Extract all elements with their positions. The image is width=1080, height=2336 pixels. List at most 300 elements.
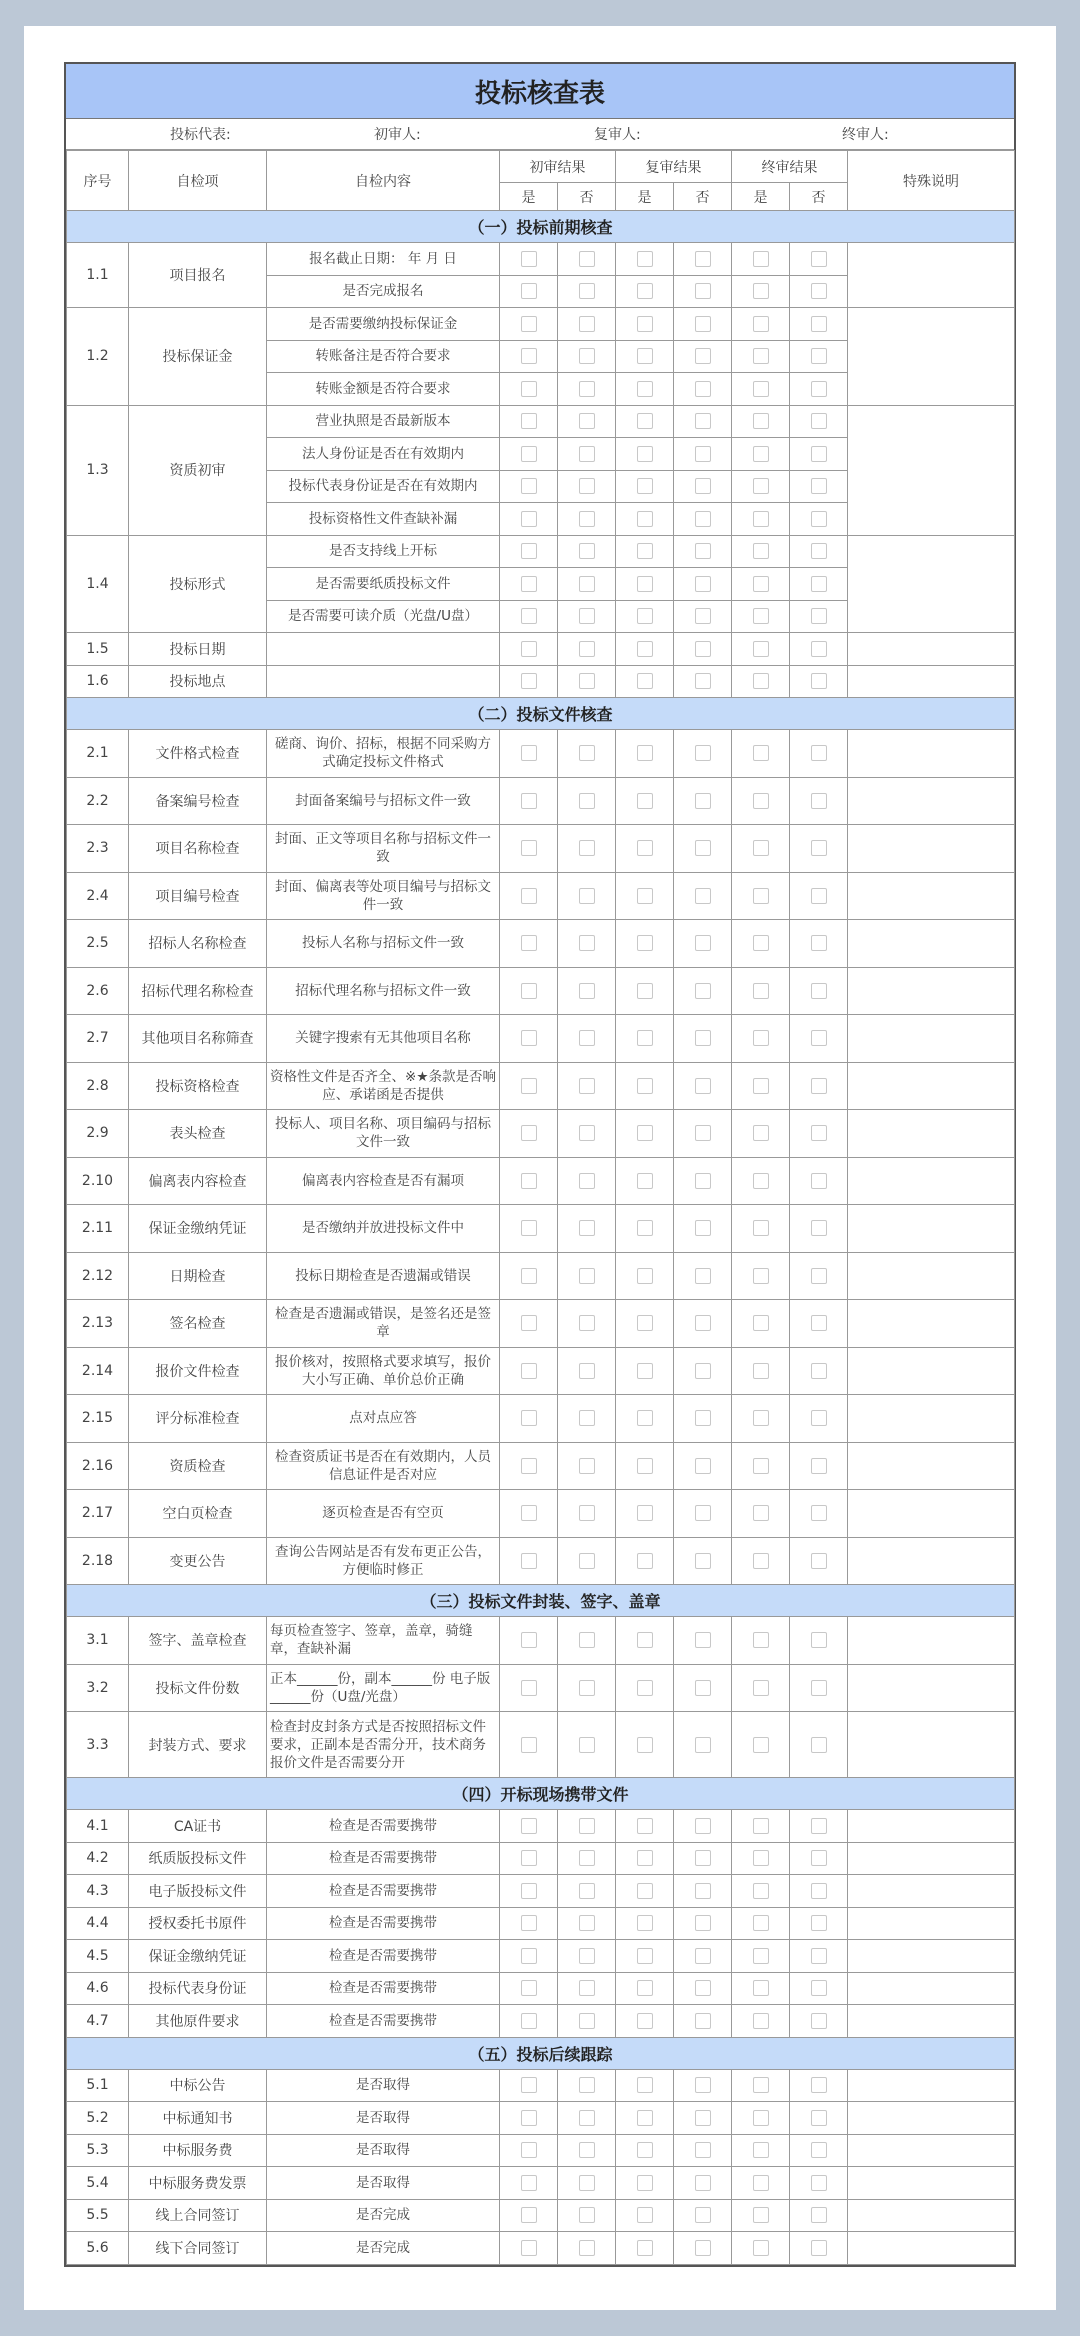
final-no-checkbox[interactable]: [811, 1410, 827, 1426]
second-yes-checkbox[interactable]: [637, 2207, 653, 2223]
second-yes-checkbox[interactable]: [637, 888, 653, 904]
special-note-cell[interactable]: [848, 1712, 1015, 1778]
second-yes-checkbox[interactable]: [637, 1553, 653, 1569]
second-yes-checkbox[interactable]: [637, 793, 653, 809]
first-yes-checkbox[interactable]: [521, 935, 537, 951]
final-yes-checkbox[interactable]: [753, 608, 769, 624]
first-no-checkbox[interactable]: [579, 2207, 595, 2223]
final-yes-checkbox[interactable]: [753, 1220, 769, 1236]
special-note-cell[interactable]: [848, 2102, 1015, 2135]
second-no-checkbox[interactable]: [695, 478, 711, 494]
second-no-checkbox[interactable]: [695, 1680, 711, 1696]
final-no-checkbox[interactable]: [811, 1315, 827, 1331]
special-note-cell[interactable]: [848, 1015, 1015, 1063]
second-yes-checkbox[interactable]: [637, 413, 653, 429]
second-no-checkbox[interactable]: [695, 888, 711, 904]
first-no-checkbox[interactable]: [579, 793, 595, 809]
final-yes-checkbox[interactable]: [753, 1980, 769, 1996]
first-yes-checkbox[interactable]: [521, 2175, 537, 2191]
second-no-checkbox[interactable]: [695, 2175, 711, 2191]
special-note-cell[interactable]: [848, 1347, 1015, 1395]
first-no-checkbox[interactable]: [579, 1458, 595, 1474]
special-note-cell[interactable]: [848, 633, 1015, 666]
final-no-checkbox[interactable]: [811, 1980, 827, 1996]
final-yes-checkbox[interactable]: [753, 316, 769, 332]
second-no-checkbox[interactable]: [695, 2013, 711, 2029]
final-no-checkbox[interactable]: [811, 1125, 827, 1141]
first-no-checkbox[interactable]: [579, 840, 595, 856]
second-yes-checkbox[interactable]: [637, 2013, 653, 2029]
first-no-checkbox[interactable]: [579, 1125, 595, 1141]
first-no-checkbox[interactable]: [579, 983, 595, 999]
special-note-cell[interactable]: [848, 1972, 1015, 2005]
special-note-cell[interactable]: [848, 1875, 1015, 1908]
second-yes-checkbox[interactable]: [637, 576, 653, 592]
first-yes-checkbox[interactable]: [521, 745, 537, 761]
second-yes-checkbox[interactable]: [637, 1818, 653, 1834]
second-yes-checkbox[interactable]: [637, 543, 653, 559]
second-no-checkbox[interactable]: [695, 2207, 711, 2223]
final-yes-checkbox[interactable]: [753, 1680, 769, 1696]
second-yes-checkbox[interactable]: [637, 1030, 653, 1046]
final-yes-checkbox[interactable]: [753, 413, 769, 429]
special-note-cell[interactable]: [848, 1157, 1015, 1205]
special-note-cell[interactable]: [848, 1537, 1015, 1585]
first-no-checkbox[interactable]: [579, 381, 595, 397]
final-yes-checkbox[interactable]: [753, 2110, 769, 2126]
second-yes-checkbox[interactable]: [637, 511, 653, 527]
second-no-checkbox[interactable]: [695, 793, 711, 809]
second-no-checkbox[interactable]: [695, 1818, 711, 1834]
first-yes-checkbox[interactable]: [521, 576, 537, 592]
second-yes-checkbox[interactable]: [637, 1737, 653, 1753]
final-no-checkbox[interactable]: [811, 1737, 827, 1753]
final-no-checkbox[interactable]: [811, 511, 827, 527]
final-no-checkbox[interactable]: [811, 1632, 827, 1648]
final-no-checkbox[interactable]: [811, 2013, 827, 2029]
second-yes-checkbox[interactable]: [637, 840, 653, 856]
first-yes-checkbox[interactable]: [521, 1220, 537, 1236]
second-yes-checkbox[interactable]: [637, 348, 653, 364]
final-no-checkbox[interactable]: [811, 283, 827, 299]
first-no-checkbox[interactable]: [579, 2077, 595, 2093]
second-no-checkbox[interactable]: [695, 1125, 711, 1141]
final-no-checkbox[interactable]: [811, 1458, 827, 1474]
second-yes-checkbox[interactable]: [637, 1268, 653, 1284]
first-yes-checkbox[interactable]: [521, 983, 537, 999]
second-no-checkbox[interactable]: [695, 1363, 711, 1379]
first-yes-checkbox[interactable]: [521, 413, 537, 429]
second-yes-checkbox[interactable]: [637, 983, 653, 999]
final-no-checkbox[interactable]: [811, 1850, 827, 1866]
final-no-checkbox[interactable]: [811, 1680, 827, 1696]
second-yes-checkbox[interactable]: [637, 1078, 653, 1094]
second-no-checkbox[interactable]: [695, 1553, 711, 1569]
final-no-checkbox[interactable]: [811, 1363, 827, 1379]
second-no-checkbox[interactable]: [695, 1883, 711, 1899]
first-no-checkbox[interactable]: [579, 1737, 595, 1753]
first-yes-checkbox[interactable]: [521, 2110, 537, 2126]
first-no-checkbox[interactable]: [579, 1078, 595, 1094]
second-no-checkbox[interactable]: [695, 1737, 711, 1753]
first-yes-checkbox[interactable]: [521, 478, 537, 494]
final-no-checkbox[interactable]: [811, 2175, 827, 2191]
final-yes-checkbox[interactable]: [753, 1410, 769, 1426]
final-yes-checkbox[interactable]: [753, 2077, 769, 2093]
second-no-checkbox[interactable]: [695, 608, 711, 624]
second-yes-checkbox[interactable]: [637, 2240, 653, 2256]
final-yes-checkbox[interactable]: [753, 1553, 769, 1569]
special-note-cell[interactable]: [848, 2005, 1015, 2038]
first-no-checkbox[interactable]: [579, 1363, 595, 1379]
special-note-cell[interactable]: [848, 1252, 1015, 1300]
first-no-checkbox[interactable]: [579, 1818, 595, 1834]
final-no-checkbox[interactable]: [811, 793, 827, 809]
final-no-checkbox[interactable]: [811, 1030, 827, 1046]
second-yes-checkbox[interactable]: [637, 1505, 653, 1521]
second-no-checkbox[interactable]: [695, 381, 711, 397]
final-yes-checkbox[interactable]: [753, 641, 769, 657]
final-yes-checkbox[interactable]: [753, 840, 769, 856]
second-no-checkbox[interactable]: [695, 1268, 711, 1284]
first-no-checkbox[interactable]: [579, 1220, 595, 1236]
first-no-checkbox[interactable]: [579, 1173, 595, 1189]
second-yes-checkbox[interactable]: [637, 316, 653, 332]
first-yes-checkbox[interactable]: [521, 2207, 537, 2223]
first-no-checkbox[interactable]: [579, 251, 595, 267]
first-no-checkbox[interactable]: [579, 1948, 595, 1964]
special-note-cell[interactable]: [848, 1442, 1015, 1490]
final-no-checkbox[interactable]: [811, 1915, 827, 1931]
first-yes-checkbox[interactable]: [521, 1458, 537, 1474]
final-yes-checkbox[interactable]: [753, 1818, 769, 1834]
special-note-cell[interactable]: [848, 2134, 1015, 2167]
final-yes-checkbox[interactable]: [753, 1315, 769, 1331]
second-no-checkbox[interactable]: [695, 2240, 711, 2256]
first-yes-checkbox[interactable]: [521, 2142, 537, 2158]
final-no-checkbox[interactable]: [811, 2207, 827, 2223]
second-no-checkbox[interactable]: [695, 1410, 711, 1426]
first-yes-checkbox[interactable]: [521, 446, 537, 462]
second-yes-checkbox[interactable]: [637, 1220, 653, 1236]
final-no-checkbox[interactable]: [811, 641, 827, 657]
second-no-checkbox[interactable]: [695, 1980, 711, 1996]
first-yes-checkbox[interactable]: [521, 316, 537, 332]
first-yes-checkbox[interactable]: [521, 1315, 537, 1331]
first-no-checkbox[interactable]: [579, 283, 595, 299]
final-no-checkbox[interactable]: [811, 673, 827, 689]
special-note-cell[interactable]: [848, 1617, 1015, 1665]
second-no-checkbox[interactable]: [695, 1458, 711, 1474]
first-yes-checkbox[interactable]: [521, 1363, 537, 1379]
first-yes-checkbox[interactable]: [521, 1737, 537, 1753]
first-no-checkbox[interactable]: [579, 1915, 595, 1931]
first-no-checkbox[interactable]: [579, 1883, 595, 1899]
second-no-checkbox[interactable]: [695, 283, 711, 299]
first-yes-checkbox[interactable]: [521, 1883, 537, 1899]
final-yes-checkbox[interactable]: [753, 1850, 769, 1866]
first-no-checkbox[interactable]: [579, 316, 595, 332]
first-no-checkbox[interactable]: [579, 935, 595, 951]
first-no-checkbox[interactable]: [579, 745, 595, 761]
first-no-checkbox[interactable]: [579, 1315, 595, 1331]
special-note-cell[interactable]: [848, 967, 1015, 1015]
second-no-checkbox[interactable]: [695, 2142, 711, 2158]
second-no-checkbox[interactable]: [695, 1632, 711, 1648]
first-yes-checkbox[interactable]: [521, 1680, 537, 1696]
final-yes-checkbox[interactable]: [753, 2240, 769, 2256]
special-note-cell[interactable]: [848, 535, 1015, 633]
first-yes-checkbox[interactable]: [521, 673, 537, 689]
special-note-cell[interactable]: [848, 1907, 1015, 1940]
second-no-checkbox[interactable]: [695, 511, 711, 527]
first-no-checkbox[interactable]: [579, 888, 595, 904]
final-yes-checkbox[interactable]: [753, 446, 769, 462]
second-no-checkbox[interactable]: [695, 935, 711, 951]
special-note-cell[interactable]: [848, 1110, 1015, 1158]
final-no-checkbox[interactable]: [811, 251, 827, 267]
first-no-checkbox[interactable]: [579, 1410, 595, 1426]
special-note-cell[interactable]: [848, 308, 1015, 406]
first-no-checkbox[interactable]: [579, 608, 595, 624]
final-no-checkbox[interactable]: [811, 1948, 827, 1964]
first-no-checkbox[interactable]: [579, 1632, 595, 1648]
special-note-cell[interactable]: [848, 243, 1015, 308]
final-no-checkbox[interactable]: [811, 1173, 827, 1189]
first-yes-checkbox[interactable]: [521, 1078, 537, 1094]
final-no-checkbox[interactable]: [811, 446, 827, 462]
first-yes-checkbox[interactable]: [521, 608, 537, 624]
final-no-checkbox[interactable]: [811, 1883, 827, 1899]
special-note-cell[interactable]: [848, 872, 1015, 920]
final-no-checkbox[interactable]: [811, 2077, 827, 2093]
final-yes-checkbox[interactable]: [753, 2175, 769, 2191]
final-no-checkbox[interactable]: [811, 1553, 827, 1569]
special-note-cell[interactable]: [848, 2232, 1015, 2265]
second-yes-checkbox[interactable]: [637, 1363, 653, 1379]
first-no-checkbox[interactable]: [579, 641, 595, 657]
first-no-checkbox[interactable]: [579, 576, 595, 592]
final-yes-checkbox[interactable]: [753, 1737, 769, 1753]
final-yes-checkbox[interactable]: [753, 283, 769, 299]
second-yes-checkbox[interactable]: [637, 1410, 653, 1426]
first-no-checkbox[interactable]: [579, 1850, 595, 1866]
first-yes-checkbox[interactable]: [521, 1850, 537, 1866]
special-note-cell[interactable]: [848, 1205, 1015, 1253]
second-yes-checkbox[interactable]: [637, 251, 653, 267]
final-yes-checkbox[interactable]: [753, 1363, 769, 1379]
first-yes-checkbox[interactable]: [521, 888, 537, 904]
first-yes-checkbox[interactable]: [521, 1410, 537, 1426]
first-yes-checkbox[interactable]: [521, 1632, 537, 1648]
final-yes-checkbox[interactable]: [753, 251, 769, 267]
first-yes-checkbox[interactable]: [521, 1505, 537, 1521]
second-yes-checkbox[interactable]: [637, 1680, 653, 1696]
first-no-checkbox[interactable]: [579, 2240, 595, 2256]
second-yes-checkbox[interactable]: [637, 745, 653, 761]
first-no-checkbox[interactable]: [579, 1680, 595, 1696]
first-no-checkbox[interactable]: [579, 2142, 595, 2158]
first-yes-checkbox[interactable]: [521, 1553, 537, 1569]
second-yes-checkbox[interactable]: [637, 1948, 653, 1964]
second-yes-checkbox[interactable]: [637, 1458, 653, 1474]
final-no-checkbox[interactable]: [811, 381, 827, 397]
first-yes-checkbox[interactable]: [521, 1980, 537, 1996]
first-no-checkbox[interactable]: [579, 2110, 595, 2126]
final-no-checkbox[interactable]: [811, 745, 827, 761]
first-yes-checkbox[interactable]: [521, 2013, 537, 2029]
special-note-cell[interactable]: [848, 1940, 1015, 1973]
second-yes-checkbox[interactable]: [637, 1315, 653, 1331]
second-yes-checkbox[interactable]: [637, 673, 653, 689]
second-no-checkbox[interactable]: [695, 2077, 711, 2093]
first-yes-checkbox[interactable]: [521, 381, 537, 397]
first-yes-checkbox[interactable]: [521, 641, 537, 657]
final-yes-checkbox[interactable]: [753, 348, 769, 364]
final-no-checkbox[interactable]: [811, 608, 827, 624]
final-yes-checkbox[interactable]: [753, 745, 769, 761]
first-yes-checkbox[interactable]: [521, 2240, 537, 2256]
first-no-checkbox[interactable]: [579, 543, 595, 559]
final-yes-checkbox[interactable]: [753, 543, 769, 559]
final-no-checkbox[interactable]: [811, 348, 827, 364]
first-yes-checkbox[interactable]: [521, 793, 537, 809]
final-no-checkbox[interactable]: [811, 478, 827, 494]
final-yes-checkbox[interactable]: [753, 2207, 769, 2223]
final-yes-checkbox[interactable]: [753, 1458, 769, 1474]
final-no-checkbox[interactable]: [811, 2240, 827, 2256]
final-yes-checkbox[interactable]: [753, 1078, 769, 1094]
special-note-cell[interactable]: [848, 2199, 1015, 2232]
special-note-cell[interactable]: [848, 1300, 1015, 1348]
final-no-checkbox[interactable]: [811, 1220, 827, 1236]
second-yes-checkbox[interactable]: [637, 608, 653, 624]
final-yes-checkbox[interactable]: [753, 673, 769, 689]
first-no-checkbox[interactable]: [579, 446, 595, 462]
second-no-checkbox[interactable]: [695, 983, 711, 999]
special-note-cell[interactable]: [848, 1664, 1015, 1712]
first-yes-checkbox[interactable]: [521, 1818, 537, 1834]
first-no-checkbox[interactable]: [579, 478, 595, 494]
final-no-checkbox[interactable]: [811, 413, 827, 429]
second-yes-checkbox[interactable]: [637, 1125, 653, 1141]
second-no-checkbox[interactable]: [695, 2110, 711, 2126]
final-yes-checkbox[interactable]: [753, 1268, 769, 1284]
first-yes-checkbox[interactable]: [521, 511, 537, 527]
final-no-checkbox[interactable]: [811, 2142, 827, 2158]
final-no-checkbox[interactable]: [811, 1078, 827, 1094]
second-no-checkbox[interactable]: [695, 745, 711, 761]
final-no-checkbox[interactable]: [811, 840, 827, 856]
special-note-cell[interactable]: [848, 777, 1015, 825]
final-yes-checkbox[interactable]: [753, 478, 769, 494]
second-no-checkbox[interactable]: [695, 413, 711, 429]
final-yes-checkbox[interactable]: [753, 793, 769, 809]
first-no-checkbox[interactable]: [579, 673, 595, 689]
final-no-checkbox[interactable]: [811, 935, 827, 951]
special-note-cell[interactable]: [848, 2069, 1015, 2102]
final-yes-checkbox[interactable]: [753, 1948, 769, 1964]
final-yes-checkbox[interactable]: [753, 1173, 769, 1189]
special-note-cell[interactable]: [848, 1810, 1015, 1843]
first-no-checkbox[interactable]: [579, 1505, 595, 1521]
final-yes-checkbox[interactable]: [753, 381, 769, 397]
final-no-checkbox[interactable]: [811, 543, 827, 559]
special-note-cell[interactable]: [848, 665, 1015, 698]
final-yes-checkbox[interactable]: [753, 1632, 769, 1648]
final-yes-checkbox[interactable]: [753, 576, 769, 592]
second-no-checkbox[interactable]: [695, 1948, 711, 1964]
first-no-checkbox[interactable]: [579, 1553, 595, 1569]
second-no-checkbox[interactable]: [695, 1078, 711, 1094]
second-yes-checkbox[interactable]: [637, 1173, 653, 1189]
final-no-checkbox[interactable]: [811, 888, 827, 904]
second-no-checkbox[interactable]: [695, 446, 711, 462]
special-note-cell[interactable]: [848, 1395, 1015, 1443]
second-no-checkbox[interactable]: [695, 1173, 711, 1189]
second-yes-checkbox[interactable]: [637, 1632, 653, 1648]
second-yes-checkbox[interactable]: [637, 2175, 653, 2191]
first-yes-checkbox[interactable]: [521, 1915, 537, 1931]
special-note-cell[interactable]: [848, 1842, 1015, 1875]
special-note-cell[interactable]: [848, 730, 1015, 778]
second-yes-checkbox[interactable]: [637, 935, 653, 951]
final-yes-checkbox[interactable]: [753, 2013, 769, 2029]
special-note-cell[interactable]: [848, 825, 1015, 873]
final-no-checkbox[interactable]: [811, 2110, 827, 2126]
final-yes-checkbox[interactable]: [753, 1030, 769, 1046]
second-yes-checkbox[interactable]: [637, 1915, 653, 1931]
final-no-checkbox[interactable]: [811, 576, 827, 592]
first-no-checkbox[interactable]: [579, 2175, 595, 2191]
final-no-checkbox[interactable]: [811, 1505, 827, 1521]
second-yes-checkbox[interactable]: [637, 381, 653, 397]
first-no-checkbox[interactable]: [579, 2013, 595, 2029]
first-yes-checkbox[interactable]: [521, 1173, 537, 1189]
first-yes-checkbox[interactable]: [521, 1125, 537, 1141]
second-no-checkbox[interactable]: [695, 1315, 711, 1331]
second-no-checkbox[interactable]: [695, 1505, 711, 1521]
first-yes-checkbox[interactable]: [521, 1268, 537, 1284]
special-note-cell[interactable]: [848, 1490, 1015, 1538]
second-no-checkbox[interactable]: [695, 576, 711, 592]
second-no-checkbox[interactable]: [695, 840, 711, 856]
final-no-checkbox[interactable]: [811, 316, 827, 332]
second-no-checkbox[interactable]: [695, 1220, 711, 1236]
final-yes-checkbox[interactable]: [753, 983, 769, 999]
first-no-checkbox[interactable]: [579, 1030, 595, 1046]
second-yes-checkbox[interactable]: [637, 1980, 653, 1996]
first-yes-checkbox[interactable]: [521, 1948, 537, 1964]
first-yes-checkbox[interactable]: [521, 251, 537, 267]
first-no-checkbox[interactable]: [579, 1980, 595, 1996]
second-no-checkbox[interactable]: [695, 316, 711, 332]
second-no-checkbox[interactable]: [695, 1850, 711, 1866]
final-no-checkbox[interactable]: [811, 983, 827, 999]
first-no-checkbox[interactable]: [579, 1268, 595, 1284]
final-yes-checkbox[interactable]: [753, 1125, 769, 1141]
first-yes-checkbox[interactable]: [521, 840, 537, 856]
final-no-checkbox[interactable]: [811, 1268, 827, 1284]
final-yes-checkbox[interactable]: [753, 1915, 769, 1931]
first-no-checkbox[interactable]: [579, 511, 595, 527]
first-yes-checkbox[interactable]: [521, 348, 537, 364]
second-no-checkbox[interactable]: [695, 641, 711, 657]
special-note-cell[interactable]: [848, 405, 1015, 535]
second-yes-checkbox[interactable]: [637, 283, 653, 299]
special-note-cell[interactable]: [848, 1062, 1015, 1110]
special-note-cell[interactable]: [848, 2167, 1015, 2200]
